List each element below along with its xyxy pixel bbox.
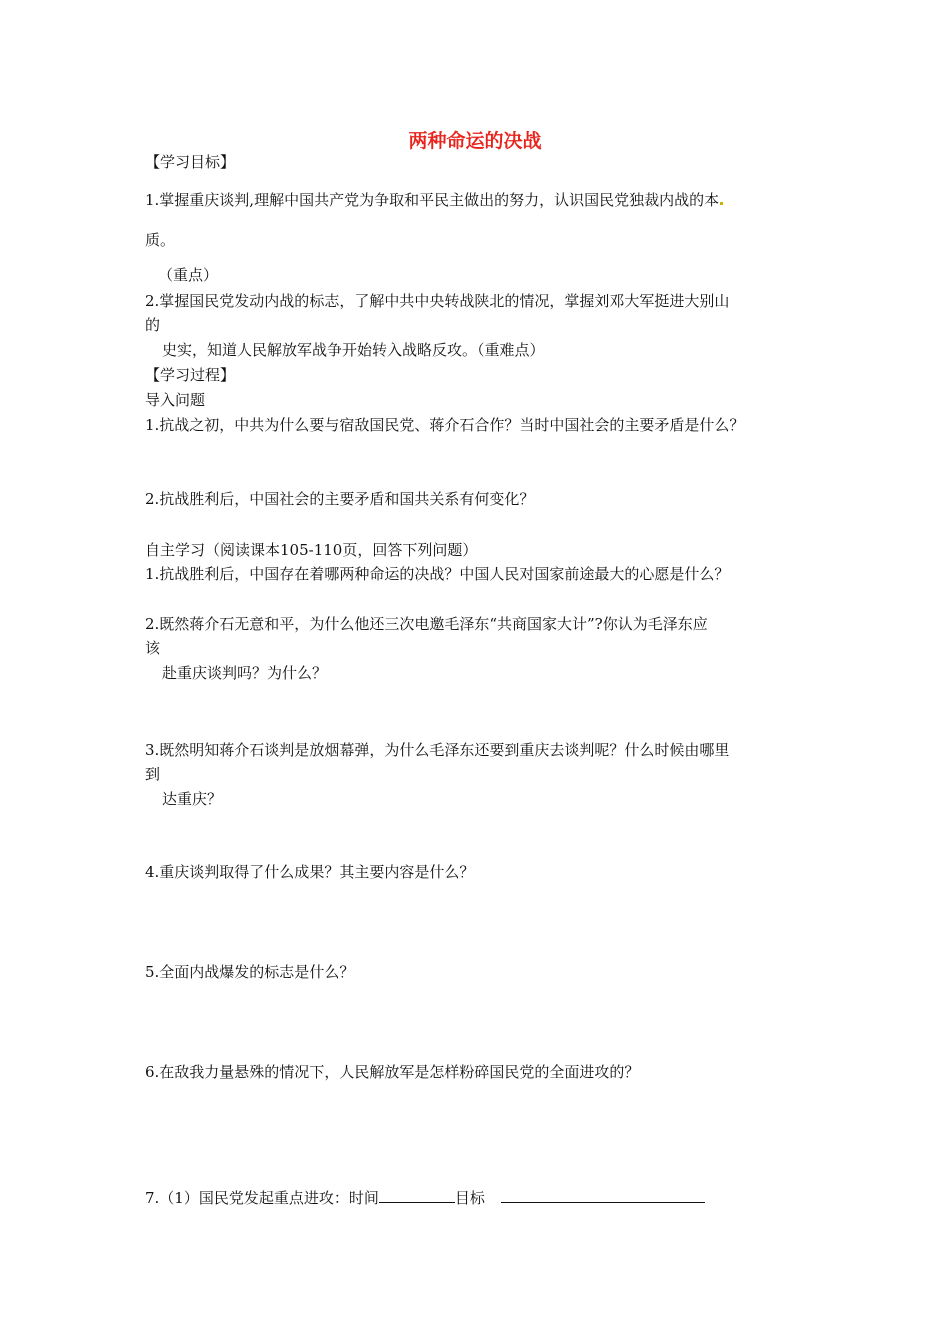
- goal-2-line-1: 2.掌握国民党发动内战的标志，了解中共中央转战陕北的情况，掌握刘邓大军挺进大别山: [145, 292, 730, 310]
- goals-heading: 【学习目标】: [145, 153, 236, 171]
- q7-prefix: 7.（1）国民党发起重点进攻：时间: [145, 1189, 379, 1207]
- goal-2-line-2: 的: [145, 316, 161, 334]
- goal-1-line-3: （重点）: [158, 266, 219, 284]
- intro-heading: 导入问题: [145, 391, 206, 409]
- self-study-heading: 自主学习（阅读课本105-110页，回答下列问题）: [145, 541, 478, 559]
- self-study-question-3-line-1: 3.既然明知蒋介石谈判是放烟幕弹，为什么毛泽东还要到重庆去谈判呢？什么时候由哪里: [145, 741, 730, 759]
- self-study-question-1: 1.抗战胜利后，中国存在着哪两种命运的决战？中国人民对国家前途最大的心愿是什么？: [145, 565, 730, 583]
- self-study-question-3-line-3: 达重庆？: [162, 790, 223, 808]
- self-study-question-7: [145, 1186, 705, 1208]
- mark-dot: [720, 202, 723, 205]
- goal-1-line-1: [145, 190, 723, 210]
- intro-question-1: 1.抗战之初，中共为什么要与宿敌国民党、蒋介石合作？当时中国社会的主要矛盾是什么？: [145, 416, 745, 434]
- self-study-question-2-line-1: 2.既然蒋介石无意和平，为什么他还三次电邀毛泽东“共商国家大计”?你认为毛泽东应: [145, 615, 708, 633]
- self-study-question-4: 4.重庆谈判取得了什么成果？其主要内容是什么？: [145, 863, 475, 881]
- time-blank[interactable]: [379, 1186, 455, 1203]
- intro-question-2: 2.抗战胜利后，中国社会的主要矛盾和国共关系有何变化？: [145, 490, 535, 508]
- goal-1-line-2: 质。: [145, 231, 176, 249]
- self-study-question-2-line-2: 该: [145, 639, 161, 657]
- q7-target-label: 目标: [454, 1189, 485, 1207]
- self-study-question-6: 6.在敌我力量悬殊的情况下，人民解放军是怎样粉碎国民党的全面进攻的？: [145, 1063, 640, 1081]
- goal-2-line-3: 史实，知道人民解放军战争开始转入战略反攻。（重难点）: [162, 341, 545, 359]
- self-study-question-5: 5.全面内战爆发的标志是什么？: [145, 963, 355, 981]
- self-study-question-3-line-2: 到: [145, 765, 161, 783]
- goal-1-text: 1.掌握重庆谈判,理解中国共产党为争取和平民主做出的努力，认识国民党独裁内战的本: [145, 191, 720, 209]
- self-study-question-2-line-3: 赴重庆谈判吗？为什么？: [162, 664, 328, 682]
- page-title: 两种命运的决战: [408, 130, 542, 152]
- target-blank[interactable]: [501, 1186, 705, 1203]
- process-heading: 【学习过程】: [145, 366, 236, 384]
